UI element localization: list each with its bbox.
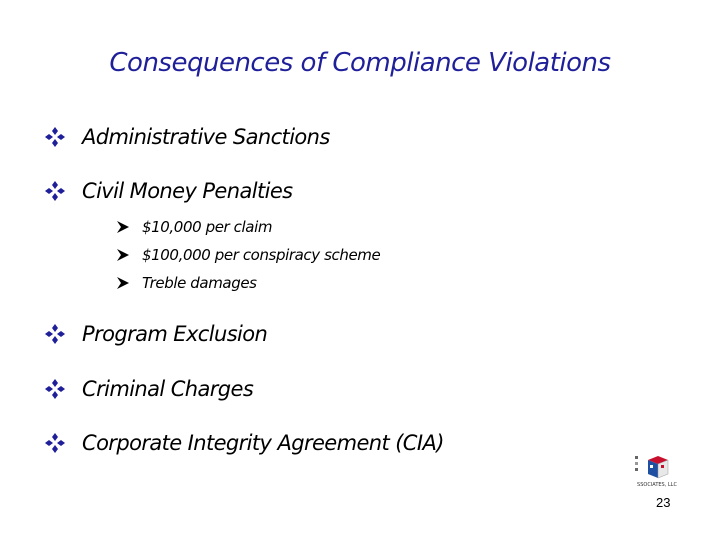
bullet-text: Administrative Sanctions xyxy=(82,125,330,149)
sub-bullet-item xyxy=(116,274,257,292)
slide-title: Consequences of Compliance Violations xyxy=(109,48,611,78)
arrowhead-icon xyxy=(116,220,130,234)
bullet-item xyxy=(44,431,444,455)
four-diamond-icon xyxy=(44,323,66,345)
bullet-text: Criminal Charges xyxy=(82,377,254,401)
bullet-item xyxy=(44,322,267,346)
bullet-text: Program Exclusion xyxy=(82,322,268,346)
sub-bullet-item xyxy=(116,218,272,236)
sub-bullet-text: Treble damages xyxy=(142,274,257,292)
bullet-text: Corporate Integrity Agreement (CIA) xyxy=(82,431,444,455)
four-diamond-icon xyxy=(44,180,66,202)
arrowhead-icon xyxy=(116,276,130,290)
bullet-item xyxy=(44,377,253,401)
four-diamond-icon xyxy=(44,126,66,148)
sub-bullet-item xyxy=(116,246,380,264)
arrowhead-icon xyxy=(116,248,130,262)
sub-bullet-text: $100,000 per conspiracy scheme xyxy=(142,246,381,264)
sub-bullet-text: $10,000 per claim xyxy=(142,218,273,236)
bullet-item xyxy=(44,125,330,149)
bullet-item xyxy=(44,179,293,203)
four-diamond-icon xyxy=(44,378,66,400)
logo-caption: SSOCIATES, LLC xyxy=(637,482,677,488)
four-diamond-icon xyxy=(44,432,66,454)
bullet-text: Civil Money Penalties xyxy=(82,179,293,203)
page-number: 23 xyxy=(656,495,671,510)
